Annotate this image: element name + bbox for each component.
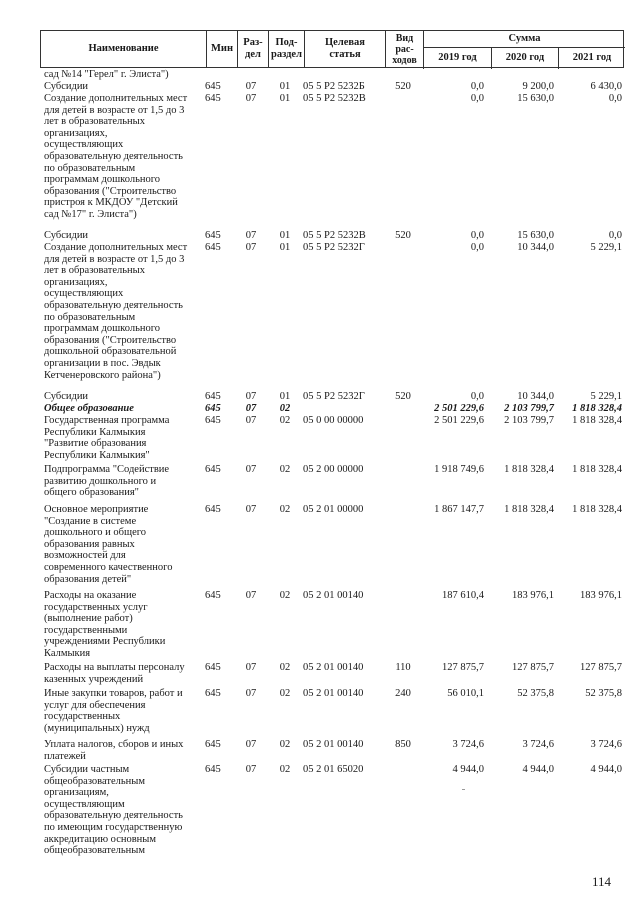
row-2019: 56 010,1 bbox=[447, 688, 484, 699]
row-2021: 1 818 328,4 bbox=[572, 403, 622, 414]
header-vid: Вид рас- ходов bbox=[385, 31, 423, 67]
row-2019: 127 875,7 bbox=[442, 662, 484, 673]
row-2021: 52 375,8 bbox=[585, 688, 622, 699]
row-podrazdel: 02 bbox=[279, 504, 291, 515]
row-min: 645 bbox=[205, 81, 221, 92]
header-year-2019: 2019 год bbox=[423, 48, 491, 69]
row-name: Уплата налогов, сборов и иных платежей bbox=[44, 739, 184, 762]
header-celevaya: Целевая статья bbox=[304, 31, 385, 67]
row-celevaya: 05 5 P2 5232Г bbox=[303, 242, 365, 253]
row-name: Иные закупки товаров, работ и услуг для обеспечения государственных (муниципальных) нужд bbox=[44, 688, 183, 734]
row-vid: 520 bbox=[395, 391, 411, 402]
row-razdel: 07 bbox=[245, 93, 257, 104]
row-2020: 183 976,1 bbox=[512, 590, 554, 601]
row-celevaya: 05 2 01 00140 bbox=[303, 662, 364, 673]
row-name: Субсидии bbox=[44, 391, 89, 402]
row-2019: 0,0 bbox=[470, 391, 484, 402]
row-min: 645 bbox=[205, 230, 221, 241]
header-min: Мин bbox=[206, 31, 237, 67]
row-2019: 4 944,0 bbox=[452, 764, 484, 775]
row-2019: 0,0 bbox=[470, 81, 484, 92]
row-min: 645 bbox=[205, 739, 221, 750]
header-name: Наименование bbox=[88, 43, 159, 54]
row-2020: 2 103 799,7 bbox=[504, 403, 554, 414]
row-name: Субсидии bbox=[44, 230, 89, 241]
row-2019: 0,0 bbox=[470, 242, 484, 253]
row-podrazdel: 01 bbox=[279, 242, 291, 253]
row-min: 645 bbox=[205, 688, 221, 699]
row-min: 645 bbox=[205, 391, 221, 402]
row-2021: 183 976,1 bbox=[580, 590, 622, 601]
row-2020: 4 944,0 bbox=[522, 764, 554, 775]
row-2019: 2 501 229,6 bbox=[434, 415, 484, 426]
row-name: Создание дополнительных мест для детей в возрасте от 1,5 до 3 лет в образовательных организациях, осуществляющих образовательную деятельность по образовательным программам дошкольного образования ("Строительство пристроя к МКДОУ "Детский сад №17" г. Элиста") bbox=[44, 93, 188, 220]
row-podrazdel: 02 bbox=[279, 415, 291, 426]
row-podrazdel: 02 bbox=[279, 662, 291, 673]
row-celevaya: 05 5 P2 5232Б bbox=[303, 81, 365, 92]
row-2019: 1 867 147,7 bbox=[434, 504, 484, 515]
row-celevaya: 05 2 01 00140 bbox=[303, 590, 364, 601]
row-razdel: 07 bbox=[245, 242, 257, 253]
row-razdel: 07 bbox=[245, 739, 257, 750]
row-2021: 1 818 328,4 bbox=[572, 464, 622, 475]
header-podrazdel: Под- раздел bbox=[268, 31, 304, 67]
row-2020: 52 375,8 bbox=[517, 688, 554, 699]
header-razdel: Раз- дел bbox=[237, 31, 268, 67]
row-2019: 0,0 bbox=[470, 230, 484, 241]
row-razdel: 07 bbox=[245, 81, 257, 92]
header-summa: Сумма bbox=[423, 31, 625, 48]
row-2020: 15 630,0 bbox=[517, 93, 554, 104]
header-year-2020: 2020 год bbox=[491, 48, 558, 69]
row-podrazdel: 01 bbox=[279, 93, 291, 104]
row-podrazdel: 01 bbox=[279, 391, 291, 402]
row-2021: 127 875,7 bbox=[580, 662, 622, 673]
row-2019: 1 918 749,6 bbox=[434, 464, 484, 475]
row-name: Расходы на выплаты персоналу казенных учреждений bbox=[44, 662, 185, 685]
row-2019: 0,0 bbox=[470, 93, 484, 104]
row-name: Общее образование bbox=[44, 403, 134, 414]
row-celevaya: 05 5 P2 5232Г bbox=[303, 391, 365, 402]
row-2020: 1 818 328,4 bbox=[504, 464, 554, 475]
row-celevaya: 05 2 01 00000 bbox=[303, 504, 364, 515]
row-celevaya: 05 2 01 00140 bbox=[303, 688, 364, 699]
row-2020: 10 344,0 bbox=[517, 391, 554, 402]
row-min: 645 bbox=[205, 403, 221, 414]
row-celevaya: 05 2 01 00140 bbox=[303, 739, 364, 750]
row-2019: 187 610,4 bbox=[442, 590, 484, 601]
row-2021: 0,0 bbox=[608, 93, 622, 104]
row-2021: 4 944,0 bbox=[590, 764, 622, 775]
row-razdel: 07 bbox=[245, 764, 257, 775]
row-name: Создание дополнительных мест для детей в возрасте от 1,5 до 3 лет в образовательных организациях, осуществляющих образовательную деятельность по образовательным программам дошкольного образования ("Строительство дошкольной образовательной организации в пос. Эвдык Кетченеровского района") bbox=[44, 242, 188, 381]
row-name: Расходы на оказание государственных услуг (выполнение работ) государственными учреждениями Республики Калмыкия bbox=[44, 590, 166, 659]
row-vid: 850 bbox=[395, 739, 411, 750]
row-podrazdel: 02 bbox=[279, 403, 291, 414]
row-2020: 3 724,6 bbox=[522, 739, 554, 750]
row-podrazdel: 02 bbox=[279, 764, 291, 775]
row-name: Подпрограмма "Содействие развитию дошкольного и общего образования" bbox=[44, 464, 170, 499]
row-celevaya: 05 5 P2 5232В bbox=[303, 230, 366, 241]
page-number: 114 bbox=[592, 874, 612, 889]
row-name: Основное мероприятие "Создание в системе дошкольного и общего образования равных возможностей для современного качественного образования детей" bbox=[44, 504, 173, 585]
row-min: 645 bbox=[205, 415, 221, 426]
row-razdel: 07 bbox=[245, 590, 257, 601]
row-2021: 6 430,0 bbox=[590, 81, 622, 92]
row-celevaya: 05 0 00 00000 bbox=[303, 415, 364, 426]
row-razdel: 07 bbox=[245, 504, 257, 515]
row-razdel: 07 bbox=[245, 230, 257, 241]
row-2021: 5 229,1 bbox=[590, 391, 622, 402]
scan-speck bbox=[462, 789, 465, 790]
row-2020: 15 630,0 bbox=[517, 230, 554, 241]
row-name: Государственная программа Республики Калмыкия "Развитие образования Республики Калмыкия" bbox=[44, 415, 170, 461]
row-razdel: 07 bbox=[245, 403, 257, 414]
row-2020: 2 103 799,7 bbox=[504, 415, 554, 426]
row-vid: 520 bbox=[395, 81, 411, 92]
row-vid: 520 bbox=[395, 230, 411, 241]
row-podrazdel: 01 bbox=[279, 81, 291, 92]
row-vid: 110 bbox=[395, 662, 411, 673]
row-name: сад №14 "Герел" г. Элиста") bbox=[44, 69, 169, 80]
row-celevaya: 05 5 P2 5232В bbox=[303, 93, 366, 104]
row-podrazdel: 02 bbox=[279, 590, 291, 601]
row-razdel: 07 bbox=[245, 688, 257, 699]
table-header bbox=[40, 30, 624, 68]
row-2020: 10 344,0 bbox=[517, 242, 554, 253]
row-podrazdel: 01 bbox=[279, 230, 291, 241]
row-celevaya: 05 2 00 00000 bbox=[303, 464, 364, 475]
row-min: 645 bbox=[205, 764, 221, 775]
row-min: 645 bbox=[205, 662, 221, 673]
row-podrazdel: 02 bbox=[279, 688, 291, 699]
row-2021: 0,0 bbox=[608, 230, 622, 241]
row-celevaya: 05 2 01 65020 bbox=[303, 764, 364, 775]
header-year-2021: 2021 год bbox=[558, 48, 625, 69]
row-min: 645 bbox=[205, 93, 221, 104]
row-2020: 127 875,7 bbox=[512, 662, 554, 673]
row-razdel: 07 bbox=[245, 391, 257, 402]
row-name: Субсидии bbox=[44, 81, 89, 92]
row-podrazdel: 02 bbox=[279, 464, 291, 475]
row-2021: 1 818 328,4 bbox=[572, 415, 622, 426]
row-2021: 3 724,6 bbox=[590, 739, 622, 750]
row-2021: 1 818 328,4 bbox=[572, 504, 622, 515]
row-min: 645 bbox=[205, 242, 221, 253]
row-name: Субсидии частным общеобразовательным организациям, осуществляющим образовательную деятельность по имеющим государственную аккредитацию основным общеобразовательным bbox=[44, 764, 183, 857]
row-min: 645 bbox=[205, 590, 221, 601]
row-vid: 240 bbox=[395, 688, 411, 699]
row-2019: 3 724,6 bbox=[452, 739, 484, 750]
row-2020: 9 200,0 bbox=[522, 81, 554, 92]
row-podrazdel: 02 bbox=[279, 739, 291, 750]
row-2020: 1 818 328,4 bbox=[504, 504, 554, 515]
row-razdel: 07 bbox=[245, 415, 257, 426]
row-min: 645 bbox=[205, 504, 221, 515]
row-2021: 5 229,1 bbox=[590, 242, 622, 253]
row-min: 645 bbox=[205, 464, 221, 475]
row-2019: 2 501 229,6 bbox=[434, 403, 484, 414]
row-razdel: 07 bbox=[245, 464, 257, 475]
row-razdel: 07 bbox=[245, 662, 257, 673]
